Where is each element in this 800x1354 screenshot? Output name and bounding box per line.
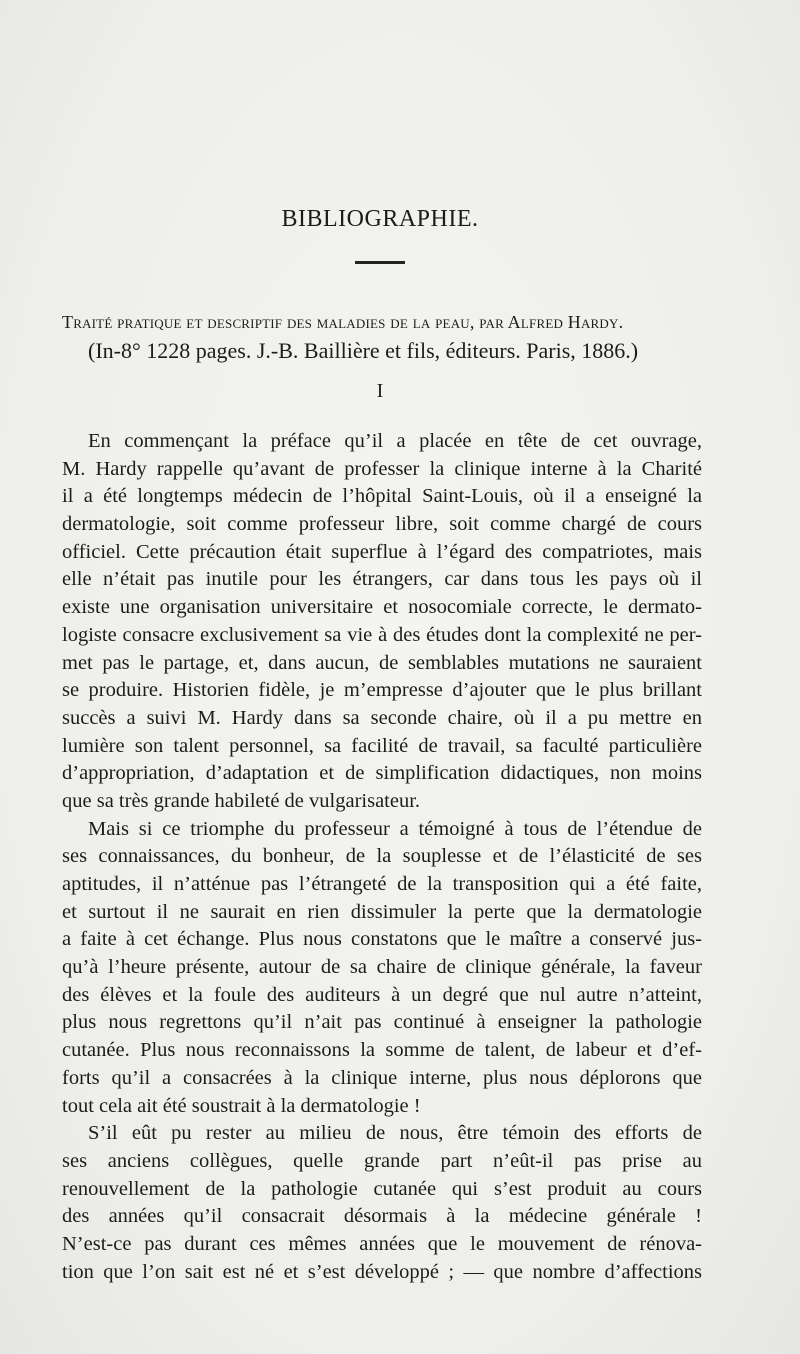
text-line: S’il eût pu rester au milieu de nous, être témoin des efforts de	[88, 1122, 702, 1145]
text-line: ses anciens collègues, quelle grande part n’eût-il pas prise au	[62, 1149, 702, 1172]
text-line: M. Hardy rappelle qu’avant de professer la clinique interne à la Charité	[62, 457, 702, 480]
text-line: N’est-ce pas durant ces mêmes années que le mouvement de rénova-	[62, 1232, 702, 1255]
text-line: tout cela ait été soustrait à la dermatologie !	[62, 1094, 421, 1117]
text-line: des années qu’il consacrait désormais à la médecine générale !	[62, 1205, 702, 1228]
text-line: et surtout il ne saurait en rien dissimuler la perte que la dermatologie	[62, 900, 702, 923]
text-line: Mais si ce triomphe du professeur a témoigné à tous de l’étendue de	[88, 817, 702, 840]
text-line: forts qu’il a consacrées à la clinique interne, plus nous déplorons que	[62, 1066, 702, 1089]
text-line: logiste consacre exclusivement sa vie à des études dont la complexité ne per-	[62, 623, 702, 646]
text-line: se produire. Historien fidèle, je m’empresse d’ajouter que le plus brillant	[62, 679, 702, 702]
text-line: existe une organisation universitaire et nosocomiale correcte, le dermato-	[62, 596, 702, 619]
section-number: I	[376, 380, 384, 402]
text-line: a faite à cet échange. Plus nous constatons que le maître a conservé jus-	[62, 928, 702, 951]
text-line: En commençant la préface qu’il a placée en tête de cet ouvrage,	[88, 430, 702, 452]
text-line: succès a suivi M. Hardy dans sa seconde chaire, où il a pu mettre en	[62, 706, 702, 729]
text-line: officiel. Cette précaution était superflue à l’égard des compatriotes, mais	[62, 540, 702, 563]
text-line: qu’à l’heure présente, autour de sa chaire de clinique générale, la faveur	[62, 956, 702, 979]
text-line: d’appropriation, d’adaptation et de simplification didactiques, non moins	[62, 762, 702, 785]
text-line: cutanée. Plus nous reconnaissons la somme de talent, de labeur et d’ef-	[62, 1039, 702, 1062]
text-line: lumière son talent personnel, sa facilité de travail, sa faculté particulière	[62, 734, 702, 757]
body-text	[62, 428, 702, 1286]
heading-rule	[355, 261, 405, 264]
text-line: plus nous regrettons qu’il n’ait pas continué à enseigner la pathologie	[62, 1011, 702, 1034]
section-heading: BIBLIOGRAPHIE.	[281, 206, 479, 232]
book-details: (In-8° 1228 pages. J.-B. Baillière et fils, éditeurs. Paris, 1886.)	[88, 338, 639, 363]
text-line: que sa très grande habileté de vulgarisateur.	[62, 789, 421, 812]
text-line: renouvellement de la pathologie cutanée qui s’est produit au cours	[62, 1177, 702, 1200]
text-line: elle n’était pas inutile pour les étrangers, car dans tous les pays où il	[62, 568, 702, 591]
text-line: tion que l’on sait est né et s’est développé ; — que nombre d’affections	[62, 1260, 702, 1283]
text-line: il a été longtemps médecin de l’hôpital Saint-Louis, où il a enseigné la	[62, 485, 702, 508]
text-line: dermatologie, soit comme professeur libre, soit comme chargé de cours	[62, 513, 702, 536]
text-line: met pas le partage, et, dans aucun, de semblables mutations ne sauraient	[62, 651, 702, 674]
text-line: aptitudes, il n’atténue pas l’étrangeté de la transposition qui a été faite,	[62, 873, 702, 895]
text-line: ses connaissances, du bonheur, de la souplesse et de l’élasticité de ses	[62, 845, 702, 868]
text-line: des élèves et la foule des auditeurs à un degré que nul autre n’atteint,	[62, 983, 702, 1006]
book-title: Traité pratique et descriptif des maladies de la peau, par Alfred Hardy.	[62, 312, 624, 332]
